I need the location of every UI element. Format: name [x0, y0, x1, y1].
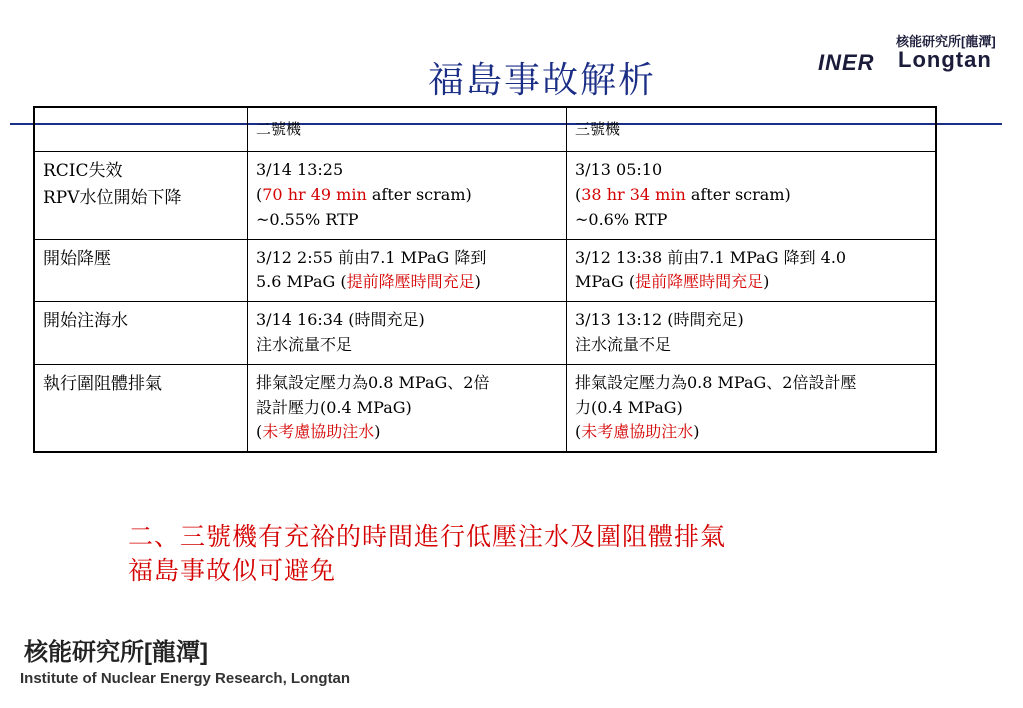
- cell-text: 設計壓力(0.4 MPaG): [256, 397, 412, 417]
- header-cell-unit3: 三號機: [567, 107, 937, 152]
- row-label-line: 開始降壓: [43, 248, 111, 269]
- table-row: [34, 364, 936, 452]
- cell-text: 3/13 13:12 (時間充足): [575, 310, 744, 330]
- highlighted-text: 提前降壓時間充足: [635, 272, 764, 292]
- row-label-cell: [34, 239, 248, 302]
- cell-text: 注水流量不足: [256, 335, 353, 355]
- conclusion-line-1: 二、三號機有充裕的時間進行低壓注水及圍阻體排氣: [128, 522, 727, 551]
- unit3-cell-line: [575, 396, 927, 421]
- table-header-row: [34, 107, 936, 152]
- unit3-cell-line: [575, 308, 927, 333]
- cell-text: ): [763, 272, 770, 292]
- institute-logo-chinese: 核能研究所[龍潭]: [24, 639, 208, 666]
- slide-title: 福島事故解析: [428, 60, 657, 101]
- header-cell-unit2: 二號機: [248, 107, 567, 152]
- cell-text: 注水流量不足: [575, 335, 672, 355]
- cell-text: 力(0.4 MPaG): [575, 397, 683, 417]
- unit2-cell-line: [256, 208, 558, 233]
- unit3-cell: [567, 152, 937, 239]
- unit2-cell-line: [256, 308, 558, 333]
- cell-text: ~0.55% RTP: [256, 209, 359, 229]
- unit3-cell-line: [575, 158, 927, 183]
- cell-text: 3/12 2:55 前由7.1 MPaG 降到: [256, 247, 487, 267]
- cell-text: ~0.6% RTP: [575, 209, 668, 229]
- cell-text: after scram): [366, 185, 472, 205]
- cell-text: ): [474, 272, 481, 292]
- iner-logo-longtan: Longtan: [898, 47, 992, 72]
- row-label-line: 開始注海水: [43, 311, 128, 332]
- cell-text: (: [256, 422, 263, 442]
- row-label-cell: [34, 302, 248, 365]
- iner-logo: [818, 28, 1018, 78]
- unit2-cell-line: [256, 183, 558, 208]
- unit3-cell-line: [575, 270, 927, 295]
- unit3-cell: [567, 239, 937, 302]
- highlighted-text: 未考慮協助注水: [581, 422, 694, 442]
- table-row: [34, 152, 936, 239]
- row-label-cell: [34, 364, 248, 452]
- highlighted-text: 70 hr 49 min: [262, 185, 367, 205]
- cell-text: after scram): [685, 185, 791, 205]
- iner-logo-chinese: 核能研究所[龍潭]: [896, 34, 996, 49]
- header-cell-empty: [34, 107, 248, 152]
- unit2-cell-line: [256, 270, 558, 295]
- unit3-cell-line: [575, 371, 927, 396]
- unit3-cell-line: [575, 246, 927, 271]
- unit3-cell-line: [575, 183, 927, 208]
- unit3-cell-line: [575, 333, 927, 358]
- unit3-cell-line: [575, 420, 927, 445]
- cell-text: (: [575, 185, 582, 205]
- unit2-cell-line: [256, 420, 558, 445]
- cell-text: MPaG (: [575, 272, 636, 292]
- table-row: [34, 302, 936, 365]
- institute-logo-english: Institute of Nuclear Energy Research, Longtan: [20, 670, 351, 687]
- cell-text: 3/14 13:25: [256, 160, 344, 180]
- unit3-cell: [567, 364, 937, 452]
- cell-text: 排氣設定壓力為0.8 MPaG、2倍: [256, 372, 490, 392]
- highlighted-text: 38 hr 34 min: [581, 185, 686, 205]
- institute-logo: [20, 632, 424, 696]
- unit2-cell-line: [256, 246, 558, 271]
- unit2-cell-line: [256, 333, 558, 358]
- conclusion-line-2: 福島事故似可避免: [128, 556, 337, 585]
- cell-text: ): [693, 422, 700, 442]
- unit2-cell-line: [256, 396, 558, 421]
- unit3-cell-line: [575, 208, 927, 233]
- cell-text: (: [256, 185, 263, 205]
- row-label-line: RCIC失效: [43, 161, 123, 182]
- cell-text: (: [575, 422, 582, 442]
- highlighted-text: 未考慮協助注水: [262, 422, 375, 442]
- comparison-table: [33, 106, 937, 453]
- cell-text: ): [374, 422, 381, 442]
- cell-text: 3/14 16:34 (時間充足): [256, 310, 425, 330]
- unit3-cell: [567, 302, 937, 365]
- row-label-cell: [34, 152, 248, 239]
- unit2-cell: [248, 152, 567, 239]
- cell-text: 排氣設定壓力為0.8 MPaG、2倍設計壓: [575, 372, 857, 392]
- row-label-line: 執行圍阻體排氣: [43, 373, 162, 394]
- highlighted-text: 提前降壓時間充足: [346, 272, 475, 292]
- unit2-cell: [248, 364, 567, 452]
- cell-text: 3/13 05:10: [575, 160, 663, 180]
- cell-text: 3/12 13:38 前由7.1 MPaG 降到 4.0: [575, 247, 847, 267]
- unit2-cell-line: [256, 371, 558, 396]
- iner-logo-mark: INER: [818, 50, 875, 75]
- conclusion-text: [128, 520, 726, 588]
- row-label-line: RPV水位開始下降: [43, 187, 182, 208]
- unit2-cell-line: [256, 158, 558, 183]
- cell-text: 5.6 MPaG (: [256, 272, 347, 292]
- unit2-cell: [248, 239, 567, 302]
- table-row: [34, 239, 936, 302]
- unit2-cell: [248, 302, 567, 365]
